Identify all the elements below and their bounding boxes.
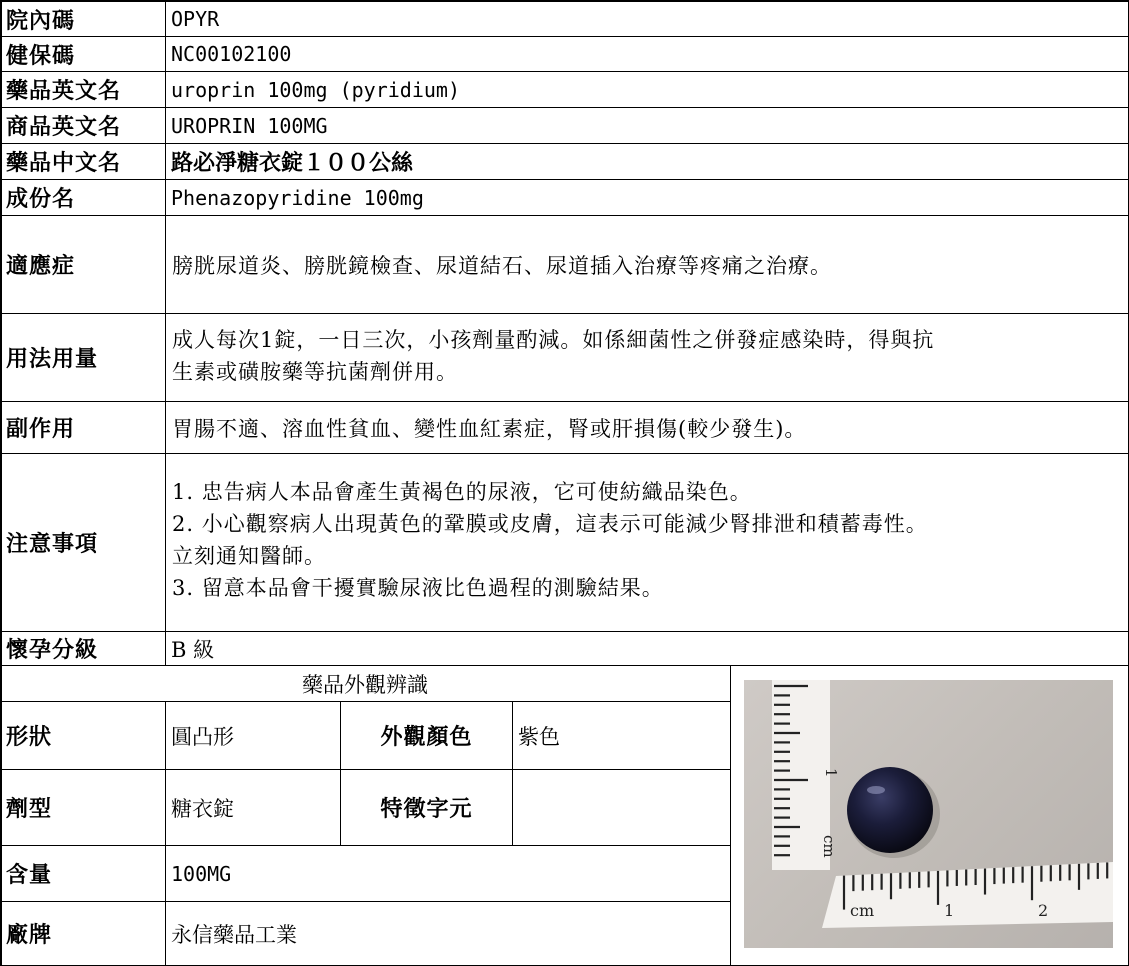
form-label: 劑型: [0, 770, 166, 846]
precautions-line-4: 3. 留意本品會干擾實驗尿液比色過程的測驗結果。: [172, 576, 664, 600]
precautions-line-3: 立刻通知醫師。: [172, 544, 326, 568]
precautions-value: [166, 454, 1129, 632]
pregnancy-value: B 級: [166, 632, 1129, 666]
drug-chinese-name-label: 藥品中文名: [0, 144, 166, 180]
indication-value: 膀胱尿道炎、膀胱鏡檢查、尿道結石、尿道插入治療等疼痛之治療。: [166, 216, 1129, 314]
hospital-code-value: OPYR: [166, 2, 1129, 37]
side-effects-value: 胃腸不適、溶血性貧血、變性血紅素症，腎或肝損傷(較少發生)。: [166, 402, 1129, 454]
pill-photo: [744, 680, 1113, 948]
indication-label: 適應症: [0, 216, 166, 314]
hospital-code-label: 院內碼: [0, 2, 166, 37]
brand-english-name-value: UROPRIN 100MG: [166, 108, 1129, 144]
precautions-line-1: 1. 忠告病人本品會產生黃褐色的尿液，它可使紡織品染色。: [172, 480, 752, 504]
marking-value: [513, 770, 731, 846]
strength-label: 含量: [0, 846, 166, 902]
shape-label: 形狀: [0, 702, 166, 770]
color-label: 外觀顏色: [341, 702, 513, 770]
marking-label: 特徵字元: [341, 770, 513, 846]
manufacturer-label: 廠牌: [0, 902, 166, 966]
drug-english-name-label: 藥品英文名: [0, 72, 166, 108]
strength-value: 100MG: [166, 846, 731, 902]
side-effects-label: 副作用: [0, 402, 166, 454]
horizontal-ruler-unit: cm: [850, 901, 875, 920]
horizontal-ruler-label-2: 2: [1038, 901, 1049, 920]
dosage-label: 用法用量: [0, 314, 166, 402]
pregnancy-label: 懷孕分級: [0, 632, 166, 666]
vertical-ruler-label-1: 1: [822, 768, 840, 778]
pill-photo-svg: [744, 680, 1113, 948]
precautions-label: 注意事項: [0, 454, 166, 632]
pill-highlight: [867, 786, 885, 794]
form-value: 糖衣錠: [166, 770, 341, 846]
horizontal-ruler: [822, 862, 1113, 928]
ingredient-label: 成份名: [0, 180, 166, 216]
vertical-ruler: [772, 680, 840, 870]
drug-chinese-name-value: 路必淨糖衣錠１００公絲: [166, 144, 1129, 180]
appearance-header: 藥品外觀辨識: [0, 666, 731, 702]
vertical-ruler-unit: cm: [820, 835, 838, 858]
dosage-value: [166, 314, 1129, 402]
dosage-line-1: 成人每次1錠，一日三次，小孩劑量酌減。如係細菌性之併發症感染時，得與抗: [172, 328, 935, 352]
color-value: 紫色: [513, 702, 731, 770]
nhi-code-value: NC00102100: [166, 37, 1129, 72]
manufacturer-value: 永信藥品工業: [166, 902, 731, 966]
shape-value: 圓凸形: [166, 702, 341, 770]
precautions-line-2: 2. 小心觀察病人出現黃色的鞏膜或皮膚，這表示可能減少腎排泄和積蓄毒性。: [172, 512, 928, 536]
nhi-code-label: 健保碼: [0, 37, 166, 72]
pill: [847, 767, 933, 853]
dosage-line-2: 生素或磺胺藥等抗菌劑併用。: [172, 360, 458, 384]
ingredient-value: Phenazopyridine 100mg: [166, 180, 1129, 216]
horizontal-ruler-label-1: 1: [944, 901, 955, 920]
brand-english-name-label: 商品英文名: [0, 108, 166, 144]
drug-english-name-value: uroprin 100mg (pyridium): [166, 72, 1129, 108]
